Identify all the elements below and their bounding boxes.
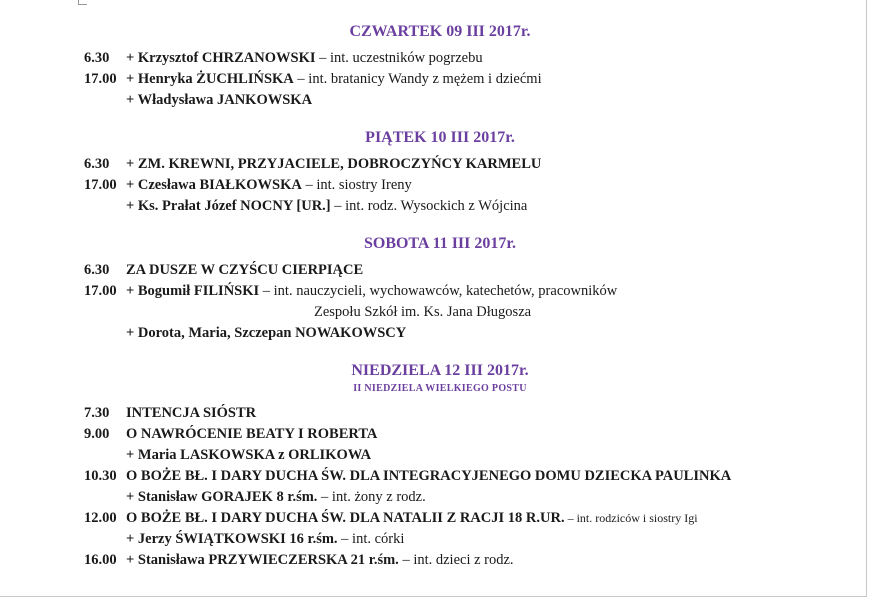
day-subtitle: II NIEDZIELA WIELKIEGO POSTU <box>353 383 527 394</box>
day-thursday <box>84 22 844 111</box>
intention-row <box>84 323 844 344</box>
intention-row <box>84 281 844 302</box>
intention-note: – int. nauczycieli, wychowawców, katechetów, pracowników <box>259 283 618 299</box>
intention-name: ZA DUSZE W CZYŚCU CIERPIĄCE <box>126 262 364 278</box>
intention-row <box>84 48 844 69</box>
mass-time: 6.30 <box>84 156 110 172</box>
day-friday <box>84 128 844 217</box>
mass-time: 16.00 <box>84 552 117 568</box>
intention-name: O BOŻE BŁ. I DARY DUCHA ŚW. DLA INTEGRACYJENEGO DOMU DZIECKA PAULINKA <box>126 468 732 484</box>
intention-note: Zespołu Szkół im. Ks. Jana Długosza <box>314 304 532 320</box>
intention-row <box>84 529 844 550</box>
intention-name: + Władysława JANKOWSKA <box>126 92 313 108</box>
mass-time <box>84 323 126 344</box>
intention-name: + Stanisław GORAJEK 8 r.śm. <box>126 489 318 505</box>
mass-time: 17.00 <box>84 283 117 299</box>
intention-note: – int. bratanicy Wandy z mężem i dziećmi <box>293 71 542 87</box>
intention-note: – int. uczestników pogrzebu <box>315 50 483 66</box>
mass-time: 6.30 <box>84 262 110 278</box>
intention-row <box>84 550 844 571</box>
text-boundary-mark <box>78 0 87 5</box>
mass-time <box>84 90 126 111</box>
intention-name: O BOŻE BŁ. I DARY DUCHA ŚW. DLA NATALII Z RACJI 18 R.UR. <box>126 510 565 526</box>
intention-name: + Maria LASKOWSKA z ORLIKOWA <box>126 447 372 463</box>
mass-time: 9.00 <box>84 426 110 442</box>
mass-time <box>84 445 126 466</box>
day-saturday <box>84 234 844 344</box>
intention-row <box>84 403 844 424</box>
mass-time <box>84 487 126 508</box>
intention-name: + Henryka ŻUCHLIŃSKA <box>126 71 294 87</box>
mass-intentions-document <box>84 22 844 588</box>
intention-row <box>84 466 844 487</box>
day-sunday <box>84 361 844 571</box>
intention-row <box>84 196 844 217</box>
intention-name: + Jerzy ŚWIĄTKOWSKI 16 r.śm. <box>126 531 338 547</box>
intention-name: O NAWRÓCENIE BEATY I ROBERTA <box>126 426 378 442</box>
intention-name: + Czesława BIAŁKOWSKA <box>126 177 302 193</box>
mass-time <box>84 529 126 550</box>
intention-note: – int. córki <box>337 531 405 547</box>
intention-row <box>84 424 844 445</box>
intention-note: – int. siostry Ireny <box>301 177 412 193</box>
intention-row <box>84 154 844 175</box>
intention-row <box>84 260 844 281</box>
intention-name: + Ks. Prałat Józef NOCNY [UR.] <box>126 198 331 214</box>
intention-name: INTENCJA SIÓSTR <box>126 405 257 421</box>
intention-row <box>84 487 844 508</box>
intention-row <box>84 508 844 529</box>
day-title: NIEDZIELA 12 III 2017r. <box>351 362 529 379</box>
day-title: PIĄTEK 10 III 2017r. <box>365 129 515 146</box>
intention-name: + Dorota, Maria, Szczepan NOWAKOWSCY <box>126 325 407 341</box>
day-title: SOBOTA 11 III 2017r. <box>363 235 517 252</box>
mass-time: 10.30 <box>84 468 117 484</box>
mass-time: 7.30 <box>84 405 110 421</box>
intention-continuation <box>84 302 844 323</box>
day-title: CZWARTEK 09 III 2017r. <box>349 23 531 40</box>
intention-note: – int. dzieci z rodz. <box>398 552 514 568</box>
intention-note: – int. rodziców i siostry Igi <box>564 511 698 525</box>
intention-row <box>84 69 844 90</box>
intention-row <box>84 445 844 466</box>
intention-row <box>84 175 844 196</box>
mass-time: 12.00 <box>84 510 117 526</box>
intention-row <box>84 90 844 111</box>
mass-time <box>84 196 126 217</box>
intention-note: – int. żony z rodz. <box>317 489 426 505</box>
intention-note: – int. rodz. Wysockich z Wójcina <box>330 198 528 214</box>
mass-time: 6.30 <box>84 50 110 66</box>
intention-name: + Krzysztof CHRZANOWSKI <box>126 50 316 66</box>
intention-name: + Stanisława PRZYWIECZERSKA 21 r.śm. <box>126 552 399 568</box>
intention-name: + Bogumił FILIŃSKI <box>126 283 260 299</box>
intention-name: + ZM. KREWNI, PRZYJACIELE, DOBROCZYŃCY KARMELU <box>126 156 542 172</box>
mass-time: 17.00 <box>84 71 117 87</box>
mass-time: 17.00 <box>84 177 117 193</box>
